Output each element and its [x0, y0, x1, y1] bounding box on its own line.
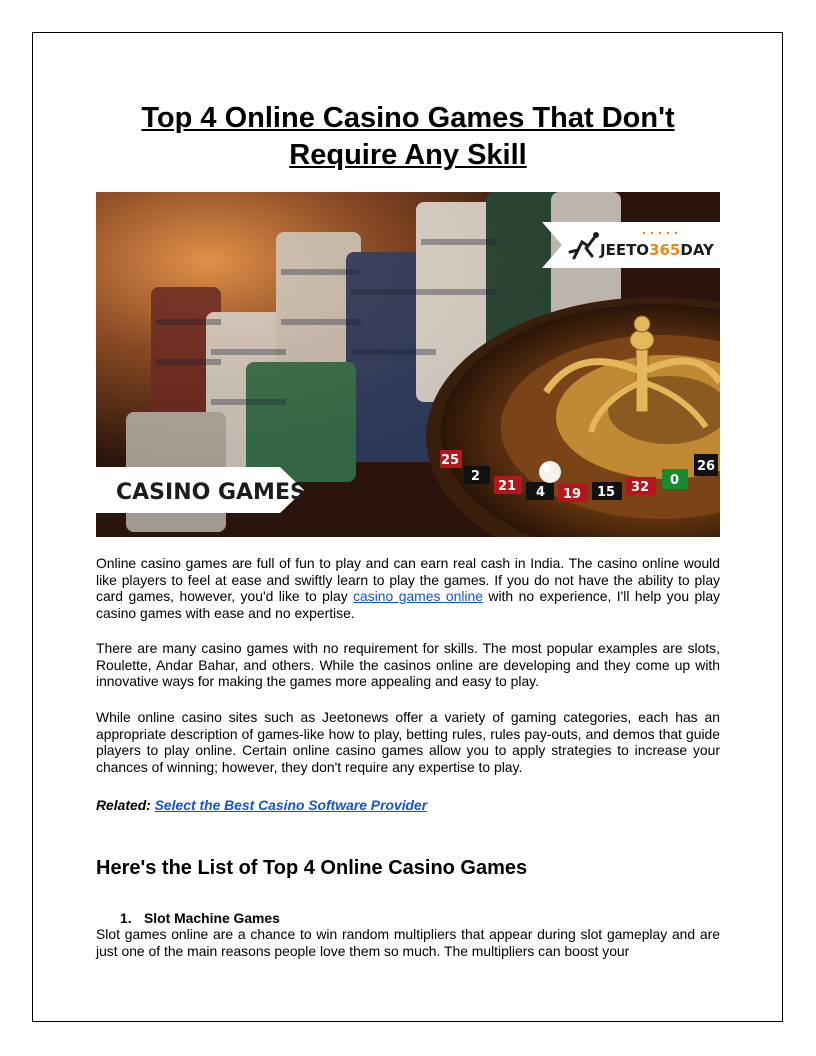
related-label: Related: — [96, 797, 151, 813]
svg-text:JEETO365DAY — [599, 241, 715, 259]
wheel-number: 0 — [670, 473, 680, 488]
wheel-number: 19 — [563, 487, 582, 502]
logo-text-jeeto: JEETO — [600, 241, 650, 259]
list-item — [120, 910, 280, 926]
wheel-number: 2 — [471, 469, 481, 484]
logo-text-day: DAY — [680, 241, 714, 259]
wheel-number: 21 — [498, 479, 517, 494]
wheel-number: 26 — [697, 459, 716, 474]
paragraph-1-text-a: Online casino games are full of fun to play and can earn real cash in India. The casino online would like players to feel at ease and swiftly learn to play the games. If you do not have the ability to play card games, however, you'd like to play — [96, 555, 720, 605]
wheel-number: 25 — [441, 453, 460, 468]
title-line-1: Top 4 Online Casino Games That Don't — [141, 102, 675, 134]
paragraph-4: Slot games online are a chance to win random multipliers that appear during slot gameplay and are just one of the main reasons people love them so much. The multipliers can boost your — [96, 926, 720, 959]
paragraph-3: While online casino sites such as Jeetonews offer a variety of gaming categories, each has an appropriate description of games-like how to play, betting rules, rules pay-outs, and demos that guide players to play online. Certain online casino games allow you to apply strategies to increase your chances of winning; however, they don't require any expertise to play. — [96, 709, 720, 775]
related-link[interactable]: Select the Best Casino Software Provider — [154, 797, 428, 813]
wheel-number: 15 — [597, 485, 616, 500]
related-line — [96, 797, 427, 813]
wheel-number: 32 — [631, 480, 650, 495]
paragraph-2: There are many casino games with no requirement for skills. The most popular examples are slots, Roulette, Andar Bahar, and others. While the casinos online are developing and they come up with innovative ways for making the games more appealing and easy to play. — [96, 640, 720, 690]
paragraph-1-text-b: with no experience, I'll help you play casino games with ease and no expertise. — [96, 588, 721, 621]
list-item-title: Slot Machine Games — [144, 910, 280, 926]
logo-text-365: 365 — [649, 241, 681, 259]
document-title — [96, 100, 720, 174]
wheel-number: 4 — [536, 485, 546, 500]
paragraph-1 — [96, 555, 720, 621]
casino-games-online-link[interactable]: casino games online — [353, 588, 483, 605]
casino-games-banner: CASINO GAMES — [116, 480, 306, 505]
list-item-number: 1. — [120, 910, 132, 926]
section-heading: Here's the List of Top 4 Online Casino Games — [96, 857, 528, 879]
hero-image — [96, 192, 720, 537]
title-line-2: Require Any Skill — [289, 139, 527, 171]
